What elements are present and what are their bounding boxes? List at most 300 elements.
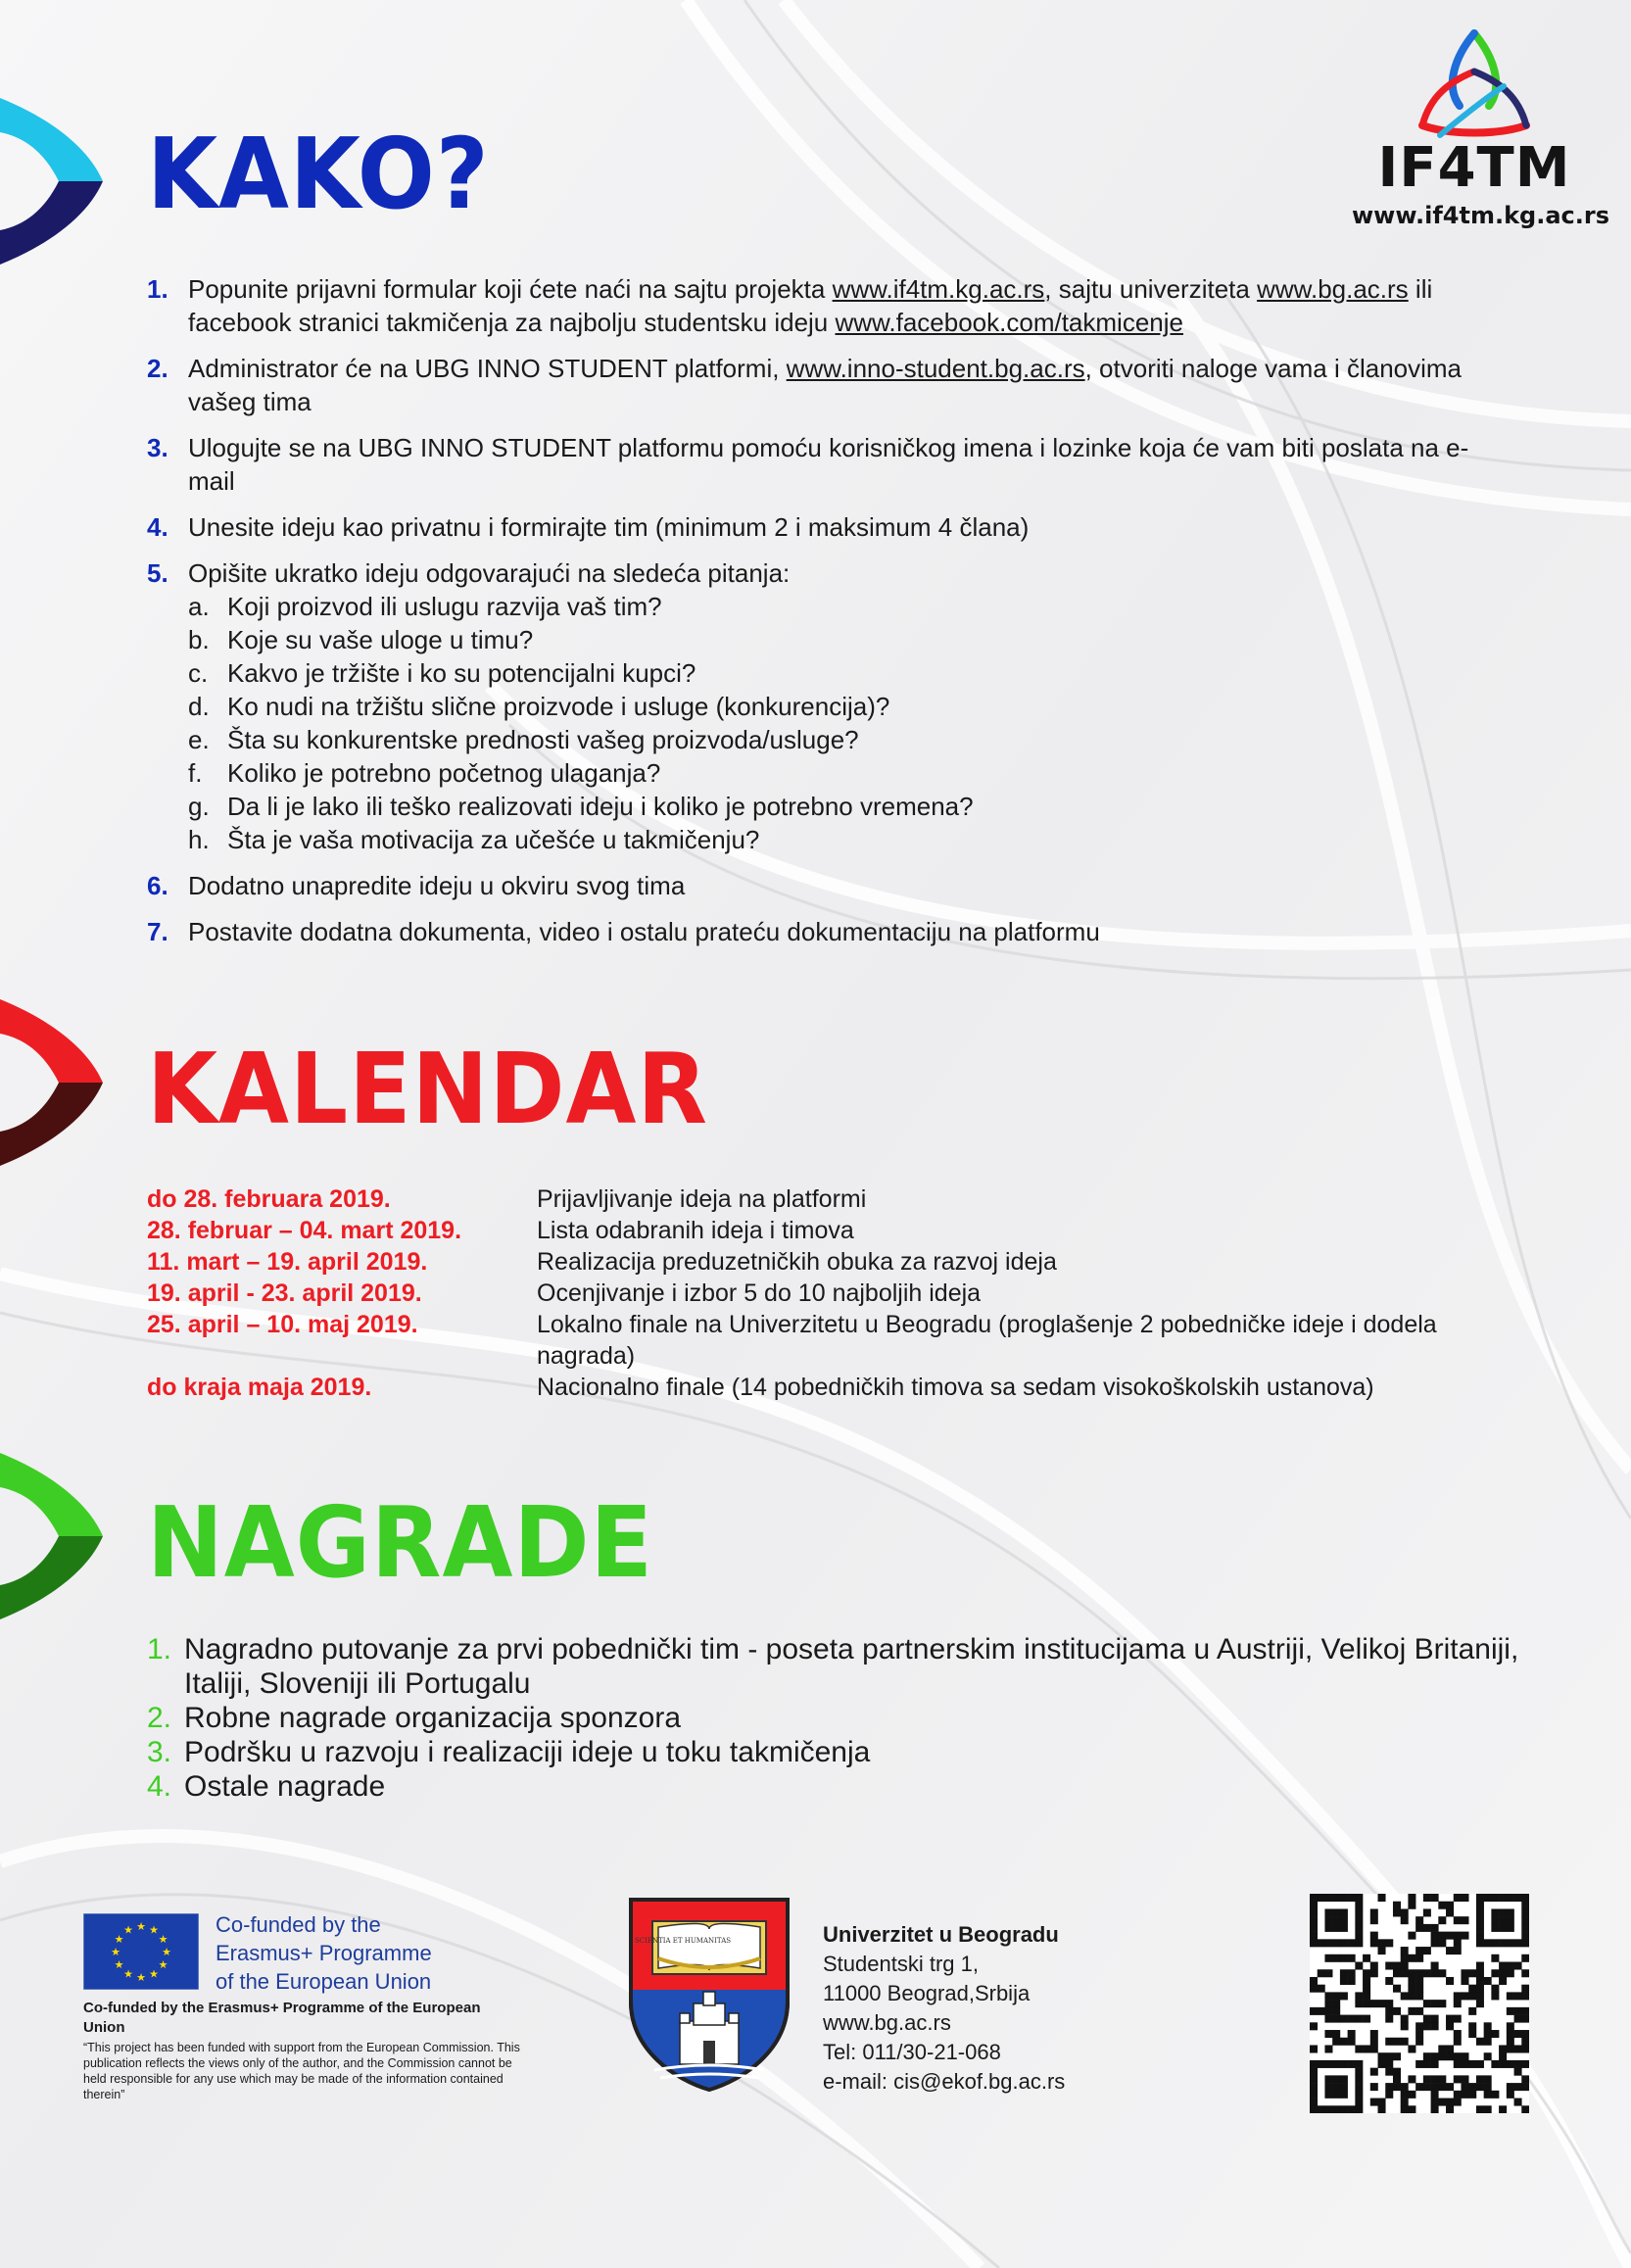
logo-url[interactable]: www.if4tm.kg.ac.rs	[1352, 202, 1609, 229]
qr-module	[1324, 1992, 1332, 2000]
qr-module	[1370, 1916, 1378, 1924]
email-line[interactable]: e-mail: cis@ekof.bg.ac.rs	[823, 2069, 1066, 2094]
qr-module	[1521, 1916, 1529, 1924]
qr-module	[1355, 2083, 1363, 2091]
qr-module	[1408, 1932, 1415, 1940]
step-number: 4.	[147, 512, 168, 542]
qr-module	[1408, 2075, 1415, 2083]
qr-module	[1324, 1908, 1332, 1916]
qr-module	[1355, 1894, 1363, 1902]
qr-module	[1461, 1977, 1468, 1985]
qr-module	[1446, 2105, 1454, 2113]
qr-module	[1355, 1992, 1363, 2000]
qr-module	[1438, 1939, 1446, 1947]
qr-module	[1318, 1894, 1325, 1902]
qr-module	[1461, 1992, 1468, 2000]
qr-module	[1423, 2000, 1431, 2007]
qr-module	[1507, 1969, 1514, 1977]
qr-module	[1521, 2045, 1529, 2052]
question-item	[188, 823, 1499, 856]
qr-module	[1438, 2052, 1446, 2060]
qr-module	[1461, 1932, 1468, 1940]
qr-module	[1415, 1947, 1423, 1954]
step-5	[147, 556, 1499, 856]
qr-module	[1454, 1939, 1462, 1947]
question-letter: h.	[188, 825, 210, 854]
qr-module	[1332, 1894, 1340, 1902]
qr-module	[1484, 2052, 1492, 2060]
qr-module	[1438, 1902, 1446, 1909]
qr-module	[1363, 1954, 1370, 1962]
qr-module	[1370, 1908, 1378, 1916]
qr-module	[1401, 1992, 1409, 2000]
qr-module	[1408, 1902, 1415, 1909]
qr-module	[1401, 1969, 1409, 1977]
qr-module	[1310, 1977, 1318, 1985]
question-letter: a.	[188, 592, 210, 621]
qr-module	[1461, 2083, 1468, 2091]
question-item	[188, 756, 1499, 790]
qr-module	[1310, 2091, 1318, 2099]
qr-module	[1385, 2083, 1393, 2091]
qr-module	[1476, 1924, 1484, 1932]
qr-module	[1363, 2045, 1370, 2052]
qr-module	[1408, 1894, 1415, 1902]
qr-module	[1408, 1992, 1415, 2000]
qr-module	[1340, 1924, 1348, 1932]
question-text: Da li je lako ili teško realizovati ideju i koliko je potrebno vremena?	[227, 792, 974, 821]
calendar-row	[147, 1215, 1577, 1246]
question-letter: g.	[188, 792, 210, 821]
qr-module	[1446, 1902, 1454, 1909]
website-link[interactable]: www.bg.ac.rs	[823, 2010, 951, 2035]
question-letter: d.	[188, 692, 210, 721]
qr-module	[1423, 2052, 1431, 2060]
qr-module	[1521, 2038, 1529, 2046]
qr-module	[1476, 2060, 1484, 2068]
qr-module	[1454, 1916, 1462, 1924]
qr-module	[1446, 2015, 1454, 2023]
qr-module	[1324, 2075, 1332, 2083]
qr-module	[1431, 2099, 1439, 2106]
qr-module	[1378, 1947, 1386, 1954]
qr-module	[1385, 2068, 1393, 2076]
qr-code-icon[interactable]	[1310, 1894, 1529, 2113]
qr-module	[1332, 2007, 1340, 2015]
qr-module	[1318, 1969, 1325, 1977]
qr-module	[1507, 2060, 1514, 2068]
qr-module	[1514, 1939, 1522, 1947]
qr-module	[1476, 1977, 1484, 1985]
eu-flag-icon	[83, 1913, 199, 1990]
kako-heading: KAKO?	[147, 117, 490, 231]
qr-module	[1476, 2000, 1484, 2007]
qr-module	[1415, 1916, 1423, 1924]
svg-text:★: ★	[123, 1967, 133, 1981]
qr-module	[1499, 2045, 1507, 2052]
qr-module	[1340, 2105, 1348, 2113]
step-text-part: ili facebook stranici takmičenja za najbolju studentsku ideju	[188, 274, 1433, 337]
qr-module	[1431, 2083, 1439, 2091]
qr-module	[1310, 2007, 1318, 2015]
qr-module	[1476, 1992, 1484, 2000]
qr-module	[1310, 2083, 1318, 2091]
qr-module	[1423, 1969, 1431, 1977]
qr-module	[1340, 1908, 1348, 1916]
qr-module	[1446, 1977, 1454, 1985]
qr-module	[1446, 1908, 1454, 1916]
qr-module	[1393, 2038, 1401, 2046]
calendar-row	[147, 1278, 1577, 1309]
qr-module	[1507, 2022, 1514, 2030]
qr-module	[1507, 2083, 1514, 2091]
svg-text:★: ★	[114, 1933, 124, 1946]
calendar-date: 19. april - 23. april 2019.	[147, 1279, 422, 1307]
qr-module	[1401, 1908, 1409, 1916]
qr-module	[1370, 2045, 1378, 2052]
qr-module	[1340, 1977, 1348, 1985]
qr-module	[1491, 1894, 1499, 1902]
qr-module	[1415, 1985, 1423, 1993]
qr-module	[1415, 2038, 1423, 2046]
red-swoosh-decoration	[0, 994, 108, 1171]
qr-module	[1318, 1939, 1325, 1947]
svg-text:★: ★	[114, 1958, 124, 1971]
if4tm-logo[interactable]	[1352, 27, 1609, 243]
step-text-part: Popunite prijavni formular koji ćete naći na sajtu projekta	[188, 274, 833, 304]
qr-module	[1355, 2068, 1363, 2076]
qr-module	[1484, 1939, 1492, 1947]
qr-module	[1499, 1962, 1507, 1970]
qr-module	[1499, 1916, 1507, 1924]
qr-module	[1340, 2038, 1348, 2046]
step-1	[147, 272, 1499, 339]
qr-module	[1521, 2030, 1529, 2038]
question-text: Koji proizvod ili uslugu razvija vaš tim?	[227, 592, 662, 621]
qr-module	[1355, 1916, 1363, 1924]
calendar-description: Lokalno finale na Univerzitetu u Beogradu (proglašenje 2 pobedničke ideje i dodela nagrada)	[537, 1311, 1437, 1370]
calendar-row	[147, 1246, 1577, 1278]
qr-module	[1332, 2000, 1340, 2007]
qr-module	[1484, 2083, 1492, 2091]
qr-module	[1514, 1894, 1522, 1902]
qr-module	[1499, 1939, 1507, 1947]
question-text: Koliko je potrebno početnog ulaganja?	[227, 758, 661, 788]
qr-module	[1431, 1924, 1439, 1932]
qr-module	[1310, 2068, 1318, 2076]
qr-module	[1423, 2015, 1431, 2023]
svg-text:★: ★	[136, 1971, 146, 1984]
qr-module	[1401, 2038, 1409, 2046]
prize-text: Robne nagrade organizacija sponzora	[184, 1702, 682, 1734]
qr-module	[1355, 2060, 1363, 2068]
qr-module	[1507, 1962, 1514, 1970]
qr-module	[1468, 2091, 1476, 2099]
qr-module	[1415, 2030, 1423, 2038]
qr-module	[1332, 1954, 1340, 1962]
prizes-list	[147, 1632, 1538, 1804]
qr-module	[1378, 2000, 1386, 2007]
qr-module	[1507, 1992, 1514, 2000]
calendar-row	[147, 1183, 1577, 1215]
qr-module	[1408, 2105, 1415, 2113]
qr-module	[1355, 1962, 1363, 1970]
qr-module	[1476, 2083, 1484, 2091]
qr-module	[1340, 2060, 1348, 2068]
qr-module	[1370, 2068, 1378, 2076]
qr-module	[1310, 2105, 1318, 2113]
qr-module	[1324, 2083, 1332, 2091]
qr-module	[1378, 2060, 1386, 2068]
qr-module	[1401, 1916, 1409, 1924]
qr-module	[1454, 2038, 1462, 2046]
qr-module	[1507, 1924, 1514, 1932]
qr-module	[1332, 2015, 1340, 2023]
qr-module	[1521, 2060, 1529, 2068]
qr-module	[1521, 1954, 1529, 1962]
qr-module	[1499, 1924, 1507, 1932]
qr-module	[1332, 1924, 1340, 1932]
qr-module	[1340, 2015, 1348, 2023]
qr-module	[1348, 2038, 1356, 2046]
qr-module	[1491, 1924, 1499, 1932]
qr-module	[1324, 1954, 1332, 1962]
qr-module	[1340, 1992, 1348, 2000]
qr-module	[1514, 2007, 1522, 2015]
qr-module	[1401, 1962, 1409, 1970]
qr-module	[1438, 2075, 1446, 2083]
qr-module	[1484, 1977, 1492, 1985]
qr-module	[1332, 1939, 1340, 1947]
question-letter: c.	[188, 658, 209, 688]
qr-module	[1370, 2099, 1378, 2106]
qr-module	[1431, 1962, 1439, 1970]
calendar-row	[147, 1372, 1577, 1403]
question-item	[188, 690, 1499, 723]
qr-module	[1521, 1932, 1529, 1940]
kalendar-heading: KALENDAR	[147, 1032, 708, 1146]
prize-text: Ostale nagrade	[184, 1770, 386, 1803]
qr-module	[1521, 1894, 1529, 1902]
calendar-date: do kraja maja 2019.	[147, 1374, 372, 1401]
qr-module	[1332, 2038, 1340, 2046]
calendar-date: 28. februar – 04. mart 2019.	[147, 1217, 462, 1244]
qr-module	[1324, 2030, 1332, 2038]
qr-module	[1514, 2099, 1522, 2106]
qr-module	[1340, 2075, 1348, 2083]
qr-module	[1521, 1902, 1529, 1909]
question-letter: b.	[188, 625, 210, 654]
qr-module	[1454, 2000, 1462, 2007]
step-text-part: , sajtu univerziteta	[1044, 274, 1258, 304]
qr-module	[1438, 2083, 1446, 2091]
qr-module	[1423, 2083, 1431, 2091]
qr-module	[1324, 1939, 1332, 1947]
qr-module	[1454, 2091, 1462, 2099]
qr-module	[1332, 2060, 1340, 2068]
qr-module	[1468, 2060, 1476, 2068]
qr-module	[1431, 2091, 1439, 2099]
step-text-part: Administrator će na UBG INNO STUDENT platformi,	[188, 354, 787, 383]
if4tm-link[interactable]: www.if4tm.kg.ac.rs	[832, 274, 1045, 304]
qr-module	[1431, 2052, 1439, 2060]
qr-module	[1332, 1916, 1340, 1924]
prize-number: 2.	[147, 1702, 172, 1734]
step-number: 7.	[147, 917, 168, 946]
step-number: 2.	[147, 354, 168, 383]
svg-text:★: ★	[158, 1933, 168, 1946]
qr-module	[1438, 1969, 1446, 1977]
qr-module	[1401, 2083, 1409, 2091]
qr-module	[1340, 1954, 1348, 1962]
qr-module	[1355, 2105, 1363, 2113]
qr-module	[1310, 1902, 1318, 1909]
question-text: Šta su konkurentske prednosti vašeg proizvoda/usluge?	[227, 725, 859, 754]
qr-module	[1355, 2091, 1363, 2099]
qr-module	[1385, 2007, 1393, 2015]
step-text	[188, 352, 1499, 418]
qr-module	[1324, 2015, 1332, 2023]
qr-module	[1454, 1932, 1462, 1940]
qr-module	[1446, 1932, 1454, 1940]
qr-module	[1332, 2075, 1340, 2083]
svg-text:★: ★	[149, 1923, 159, 1937]
qr-module	[1514, 2030, 1522, 2038]
step-text: Unesite ideju kao privatnu i formirajte tim (minimum 2 i maksimum 4 člana)	[188, 512, 1030, 542]
qr-module	[1484, 1894, 1492, 1902]
qr-module	[1401, 2091, 1409, 2099]
qr-module	[1454, 2030, 1462, 2038]
question-item	[188, 790, 1499, 823]
qr-module	[1310, 2099, 1318, 2106]
step-number: 3.	[147, 433, 168, 462]
qr-module	[1507, 2045, 1514, 2052]
qr-module	[1401, 2099, 1409, 2106]
qr-module	[1370, 2038, 1378, 2046]
qr-module	[1476, 2038, 1484, 2046]
qr-module	[1415, 2083, 1423, 2091]
qr-module	[1408, 1985, 1415, 1993]
calendar-description: Realizacija preduzetničkih obuka za razvoj ideja	[537, 1248, 1057, 1276]
qr-module	[1499, 2052, 1507, 2060]
qr-module	[1438, 2099, 1446, 2106]
calendar-date: 25. april – 10. maj 2019.	[147, 1311, 418, 1338]
qr-module	[1348, 2015, 1356, 2023]
qr-module	[1310, 1985, 1318, 1993]
qr-module	[1454, 2060, 1462, 2068]
qr-module	[1348, 1969, 1356, 1977]
qr-module	[1507, 1939, 1514, 1947]
qr-module	[1514, 1962, 1522, 1970]
crest-book-text: SCIENTIA ET HUMANITAS	[634, 1937, 732, 1945]
qr-module	[1476, 1902, 1484, 1909]
qr-module	[1348, 2105, 1356, 2113]
svg-text:★: ★	[162, 1946, 171, 1958]
qr-module	[1340, 1939, 1348, 1947]
qr-module	[1461, 2060, 1468, 2068]
qr-module	[1507, 1894, 1514, 1902]
inno-student-link[interactable]: www.inno-student.bg.ac.rs	[786, 354, 1085, 383]
qr-module	[1499, 1894, 1507, 1902]
qr-module	[1468, 2083, 1476, 2091]
qr-module	[1385, 1939, 1393, 1947]
calendar-date: do 28. februara 2019.	[147, 1185, 391, 1213]
calendar-description: Lista odabranih ideja i timova	[537, 1217, 854, 1244]
bg-ac-rs-link[interactable]: www.bg.ac.rs	[1257, 274, 1409, 304]
qr-module	[1454, 2015, 1462, 2023]
qr-module	[1415, 1992, 1423, 2000]
question-text: Ko nudi na tržištu slične proizvode i usluge (konkurencija)?	[227, 692, 890, 721]
qr-module	[1431, 2060, 1439, 2068]
qr-module	[1507, 2030, 1514, 2038]
qr-module	[1408, 1969, 1415, 1977]
qr-module	[1324, 2007, 1332, 2015]
qr-module	[1370, 1969, 1378, 1977]
qr-module	[1476, 1908, 1484, 1916]
qr-module	[1514, 2083, 1522, 2091]
qr-module	[1370, 2000, 1378, 2007]
svg-text:★: ★	[149, 1967, 159, 1981]
qr-module	[1431, 2000, 1439, 2007]
qr-module	[1408, 2045, 1415, 2052]
qr-module	[1401, 2015, 1409, 2023]
qr-module	[1310, 1908, 1318, 1916]
qr-module	[1378, 2105, 1386, 2113]
qr-module	[1521, 1924, 1529, 1932]
qr-module	[1484, 2022, 1492, 2030]
qr-module	[1431, 1969, 1439, 1977]
qr-module	[1423, 1894, 1431, 1902]
qr-module	[1401, 1954, 1409, 1962]
qr-module	[1355, 2045, 1363, 2052]
qr-module	[1415, 2060, 1423, 2068]
qr-module	[1521, 2105, 1529, 2113]
qr-module	[1438, 2000, 1446, 2007]
step-body	[188, 556, 1499, 856]
qr-module	[1355, 1924, 1363, 1932]
qr-module	[1499, 1908, 1507, 1916]
qr-module	[1446, 2022, 1454, 2030]
qr-module	[1393, 1962, 1401, 1970]
qr-module	[1310, 2045, 1318, 2052]
qr-module	[1393, 1969, 1401, 1977]
qr-module	[1318, 2060, 1325, 2068]
eu-disclaimer: “This project has been funded with support from the European Commission. This publication reflects the views only of the author, and the Commission cannot be held responsible for any use which may be made of the information contained therein”	[83, 2041, 520, 2101]
qr-module	[1355, 1932, 1363, 1940]
qr-module	[1324, 1924, 1332, 1932]
qr-module	[1423, 2060, 1431, 2068]
qr-module	[1324, 2091, 1332, 2099]
prize-item	[147, 1632, 1538, 1701]
calendar-description: Ocenjivanje i izbor 5 do 10 najboljih ideja	[537, 1279, 982, 1307]
qr-module	[1408, 2007, 1415, 2015]
qr-module	[1310, 1939, 1318, 1947]
qr-module	[1370, 2030, 1378, 2038]
qr-module	[1370, 2083, 1378, 2091]
prize-item	[147, 1769, 1538, 1804]
qr-module	[1446, 2052, 1454, 2060]
qr-module	[1476, 1962, 1484, 1970]
facebook-link[interactable]: www.facebook.com/takmicenje	[835, 308, 1183, 337]
qr-module	[1507, 1916, 1514, 1924]
qr-module	[1324, 1894, 1332, 1902]
qr-module	[1310, 2022, 1318, 2030]
qr-module	[1348, 1894, 1356, 1902]
nagrade-heading: NAGRADE	[147, 1485, 653, 1600]
qr-module	[1385, 2038, 1393, 2046]
qr-module	[1415, 1977, 1423, 1985]
qr-module	[1318, 1985, 1325, 1993]
